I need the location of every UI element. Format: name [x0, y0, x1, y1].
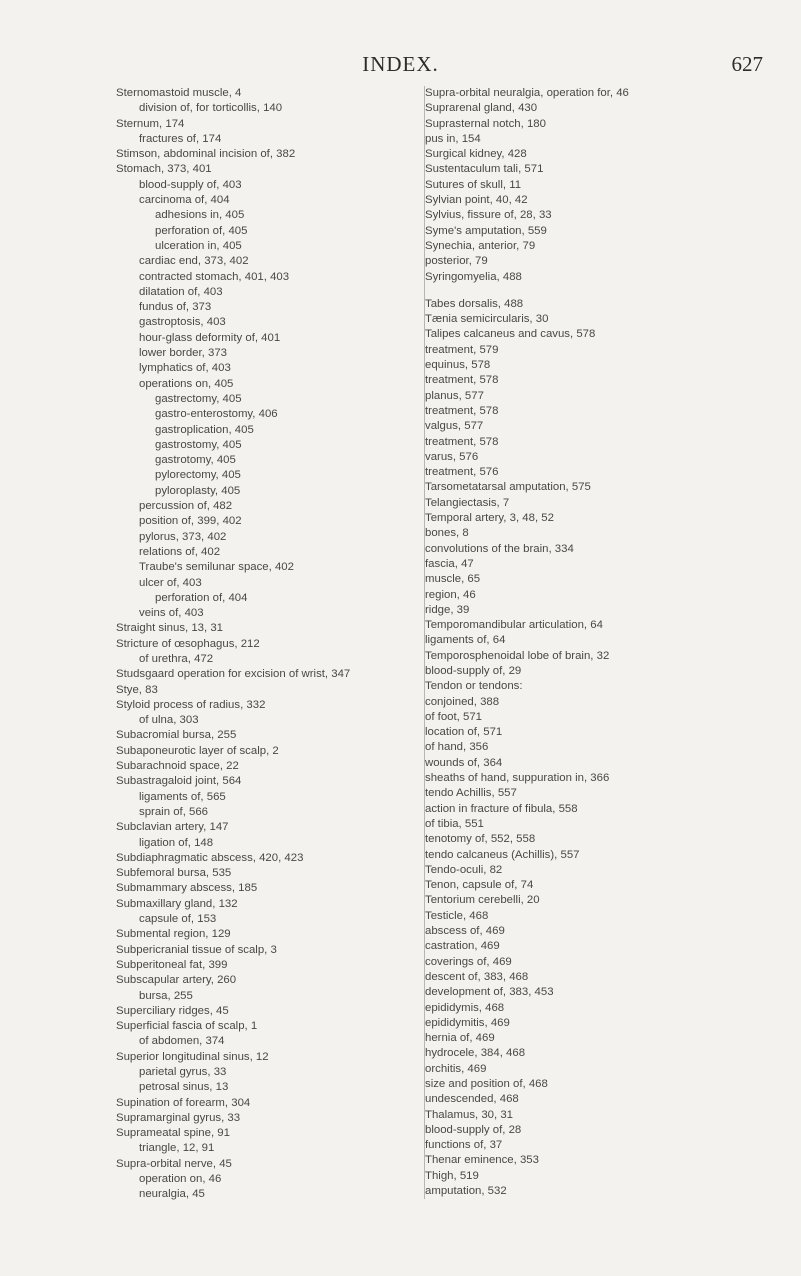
index-subentry: action in fracture of fibula, 558 — [425, 802, 578, 815]
index-entry: Testicle, 468 — [425, 909, 489, 922]
index-entry: Tarsometatarsal amputation, 575 — [425, 481, 591, 494]
index-entry: Telangiectasis, 7 — [425, 496, 510, 509]
index-subentry: treatment, 578 — [425, 435, 499, 448]
index-entry: Subacromial bursa, 255 — [116, 729, 237, 742]
index-entry: Supramarginal gyrus, 33 — [116, 1111, 241, 1124]
index-subentry: of foot, 571 — [425, 710, 482, 723]
index-entry: Subperitoneal fat, 399 — [116, 958, 228, 971]
index-entry: Supra-orbital neuralgia, operation for, 46 — [425, 87, 629, 99]
index-entry: Sustentaculum tali, 571 — [425, 163, 544, 176]
index-entry: Styloid process of radius, 332 — [116, 698, 266, 711]
index-entry: Straight sinus, 13, 31 — [116, 622, 224, 635]
index-subentry: planus, 577 — [425, 389, 484, 402]
index-subentry: valgus, 577 — [425, 420, 484, 433]
index-subentry: tenotomy of, 552, 558 — [425, 833, 536, 846]
index-subentry: gastroptosis, 403 — [139, 316, 226, 329]
index-subentry: perforation of, 405 — [155, 224, 248, 237]
index-entry: Tendo-oculi, 82 — [425, 863, 503, 876]
index-subentry: lower border, 373 — [139, 347, 228, 360]
index-subentry: gastrostomy, 405 — [155, 438, 242, 451]
index-subentry: gastro-enterostomy, 406 — [155, 408, 278, 421]
index-subentry: operations on, 405 — [139, 377, 234, 390]
index-subentry: dilatation of, 403 — [139, 285, 223, 298]
index-subentry: ligaments of, 565 — [139, 790, 226, 803]
index-subentry: coverings of, 469 — [425, 955, 512, 968]
index-subentry: ulceration in, 405 — [155, 239, 242, 252]
section-gap — [425, 285, 797, 297]
index-subentry: ligation of, 148 — [139, 836, 214, 849]
index-entry: Sylvius, fissure of, 28, 33 — [425, 209, 552, 222]
index-subentry: hydrocele, 384, 468 — [425, 1047, 526, 1060]
index-subentry: muscle, 65 — [425, 573, 481, 586]
index-column-right — [424, 86, 797, 1199]
index-subentry: treatment, 576 — [425, 466, 499, 479]
index-entry: Studsgaard operation for excision of wrist, 347 — [116, 668, 351, 681]
index-subentry: of urethra, 472 — [139, 652, 214, 665]
index-subentry: region, 46 — [425, 588, 476, 601]
index-entry: Superficial fascia of scalp, 1 — [116, 1020, 258, 1033]
index-subentry: castration, 469 — [425, 940, 500, 953]
index-entry: Subscapular artery, 260 — [116, 974, 237, 987]
index-entry: Subdiaphragmatic abscess, 420, 423 — [116, 851, 304, 864]
index-subentry: of hand, 356 — [425, 741, 489, 754]
index-subentry: functions of, 37 — [425, 1139, 503, 1152]
index-subentry: sheaths of hand, suppuration in, 366 — [425, 772, 610, 785]
index-subentry: contracted stomach, 401, 403 — [139, 270, 290, 283]
index-subentry: petrosal sinus, 13 — [139, 1081, 229, 1094]
index-subentry: hernia of, 469 — [425, 1032, 495, 1045]
index-entry: Temporomandibular articulation, 64 — [425, 619, 603, 632]
index-subentry: percussion of, 482 — [139, 500, 233, 513]
index-subentry: perforation of, 404 — [155, 591, 248, 604]
index-entry: Subastragaloid joint, 564 — [116, 775, 242, 788]
index-entry: Suprarenal gland, 430 — [425, 102, 538, 115]
index-entry: Sutures of skull, 11 — [425, 178, 522, 191]
index-subentry: pyloroplasty, 405 — [155, 484, 241, 497]
index-entry: Tendon or tendons: — [425, 680, 523, 693]
index-subentry: bones, 8 — [425, 527, 469, 540]
index-subentry: division of, for torticollis, 140 — [139, 102, 283, 115]
index-entry: Synechia, anterior, 79 — [425, 239, 536, 252]
index-subentry: fascia, 47 — [425, 557, 474, 570]
index-entry: Thenar eminence, 353 — [425, 1154, 539, 1167]
index-subentry: treatment, 578 — [425, 404, 499, 417]
index-subentry: triangle, 12, 91 — [139, 1142, 215, 1155]
index-subentry: of abdomen, 374 — [139, 1035, 225, 1048]
index-subentry: blood-supply of, 403 — [139, 178, 242, 191]
index-subentry: equinus, 578 — [425, 359, 491, 372]
index-subentry: posterior, 79 — [425, 255, 488, 268]
index-entry: Syringomyelia, 488 — [425, 270, 522, 283]
index-subentry: tendo calcaneus (Achillis), 557 — [425, 848, 580, 861]
index-entry: Sternum, 174 — [116, 117, 185, 130]
index-entry: Tenon, capsule of, 74 — [425, 879, 534, 892]
index-subentry: gastrectomy, 405 — [155, 392, 242, 405]
index-subentry: treatment, 578 — [425, 374, 499, 387]
index-entry: Talipes calcaneus and cavus, 578 — [425, 328, 596, 341]
index-subentry: gastroplication, 405 — [155, 423, 254, 436]
index-subentry: Traube's semilunar space, 402 — [139, 561, 294, 574]
index-entry: Temporal artery, 3, 48, 52 — [425, 512, 554, 525]
index-subentry: carcinoma of, 404 — [139, 194, 230, 207]
index-column-left — [116, 86, 416, 1203]
index-subentry: location of, 571 — [425, 726, 503, 739]
index-subentry: varus, 576 — [425, 450, 479, 463]
index-subentry: convolutions of the brain, 334 — [425, 542, 574, 555]
index-subentry: of ulna, 303 — [139, 714, 199, 727]
index-subentry: neuralgia, 45 — [139, 1188, 205, 1201]
index-subentry: undescended, 468 — [425, 1093, 519, 1106]
index-subentry: epididymis, 468 — [425, 1001, 505, 1014]
index-subentry: hour-glass deformity of, 401 — [139, 331, 281, 344]
index-subentry: epididymitis, 469 — [425, 1016, 510, 1029]
index-subentry: lymphatics of, 403 — [139, 362, 231, 375]
page-header — [0, 52, 801, 76]
index-entry: Subarachnoid space, 22 — [116, 760, 239, 773]
index-subentry: blood-supply of, 28 — [425, 1123, 522, 1136]
index-subentry: bursa, 255 — [139, 989, 193, 1002]
index-subentry: abscess of, 469 — [425, 925, 505, 938]
index-subentry: treatment, 579 — [425, 343, 499, 356]
index-subentry: orchitis, 469 — [425, 1062, 487, 1075]
index-subentry: cardiac end, 373, 402 — [139, 255, 249, 268]
index-subentry: pus in, 154 — [425, 132, 481, 145]
index-subentry: of tibia, 551 — [425, 817, 484, 830]
index-entry: Submaxillary gland, 132 — [116, 897, 238, 910]
index-subentry: ligaments of, 64 — [425, 634, 506, 647]
index-subentry: capsule of, 153 — [139, 913, 217, 926]
index-entry: Superior longitudinal sinus, 12 — [116, 1050, 269, 1063]
index-entry: Submental region, 129 — [116, 928, 231, 941]
index-entry: Tænia semicircularis, 30 — [425, 313, 549, 326]
index-entry: Subclavian artery, 147 — [116, 821, 229, 834]
index-entry: Supra-orbital nerve, 45 — [116, 1157, 232, 1170]
index-subentry: amputation, 532 — [425, 1185, 507, 1198]
index-entry: Tabes dorsalis, 488 — [425, 297, 524, 310]
index-entry: Stimson, abdominal incision of, 382 — [116, 148, 296, 161]
index-entry: Tentorium cerebelli, 20 — [425, 894, 540, 907]
index-entry: Stomach, 373, 401 — [116, 163, 212, 176]
index-subentry: parietal gyrus, 33 — [139, 1066, 227, 1078]
index-entry: Subpericranial tissue of scalp, 3 — [116, 943, 277, 956]
index-entry: Stricture of œsophagus, 212 — [116, 637, 260, 650]
index-subentry: gastrotomy, 405 — [155, 454, 236, 467]
index-entry: Sylvian point, 40, 42 — [425, 194, 528, 207]
index-entry: Superciliary ridges, 45 — [116, 1004, 229, 1017]
index-subentry: conjoined, 388 — [425, 695, 500, 708]
index-subentry: position of, 399, 402 — [139, 515, 242, 528]
index-entry: Suprameatal spine, 91 — [116, 1127, 230, 1140]
index-entry: Subaponeurotic layer of scalp, 2 — [116, 744, 279, 757]
index-subentry: relations of, 402 — [139, 545, 221, 558]
index-entry: Submammary abscess, 185 — [116, 882, 258, 895]
index-subentry: adhesions in, 405 — [155, 209, 245, 222]
index-entry: Temporosphenoidal lobe of brain, 32 — [425, 649, 610, 662]
index-entry: Surgical kidney, 428 — [425, 148, 527, 161]
index-subentry: tendo Achillis, 557 — [425, 787, 517, 800]
index-subentry: ulcer of, 403 — [139, 576, 202, 589]
index-subentry: pylorectomy, 405 — [155, 469, 241, 482]
index-subentry: wounds of, 364 — [425, 756, 503, 769]
index-subentry: pylorus, 373, 402 — [139, 530, 227, 543]
page-title: INDEX. — [362, 52, 439, 76]
index-entry: Thalamus, 30, 31 — [425, 1108, 514, 1121]
index-entry: Thigh, 519 — [425, 1169, 479, 1182]
index-subentry: blood-supply of, 29 — [425, 664, 522, 677]
index-subentry: fractures of, 174 — [139, 132, 222, 145]
index-subentry: descent of, 383, 468 — [425, 970, 529, 983]
index-subentry: ridge, 39 — [425, 603, 470, 616]
index-entry: Sternomastoid muscle, 4 — [116, 87, 242, 99]
index-entry: Suprasternal notch, 180 — [425, 117, 546, 130]
index-subentry: sprain of, 566 — [139, 805, 209, 818]
page-number: 627 — [731, 52, 763, 76]
index-entry: Syme's amputation, 559 — [425, 224, 547, 237]
index-subentry: fundus of, 373 — [139, 301, 212, 314]
index-entry: Subfemoral bursa, 535 — [116, 867, 232, 880]
index-entry: Stye, 83 — [116, 683, 158, 696]
index-subentry: operation on, 46 — [139, 1173, 222, 1186]
index-subentry: development of, 383, 453 — [425, 986, 554, 999]
index-entry: Supination of forearm, 304 — [116, 1096, 251, 1109]
index-subentry: size and position of, 468 — [425, 1078, 548, 1090]
index-subentry: veins of, 403 — [139, 607, 204, 620]
